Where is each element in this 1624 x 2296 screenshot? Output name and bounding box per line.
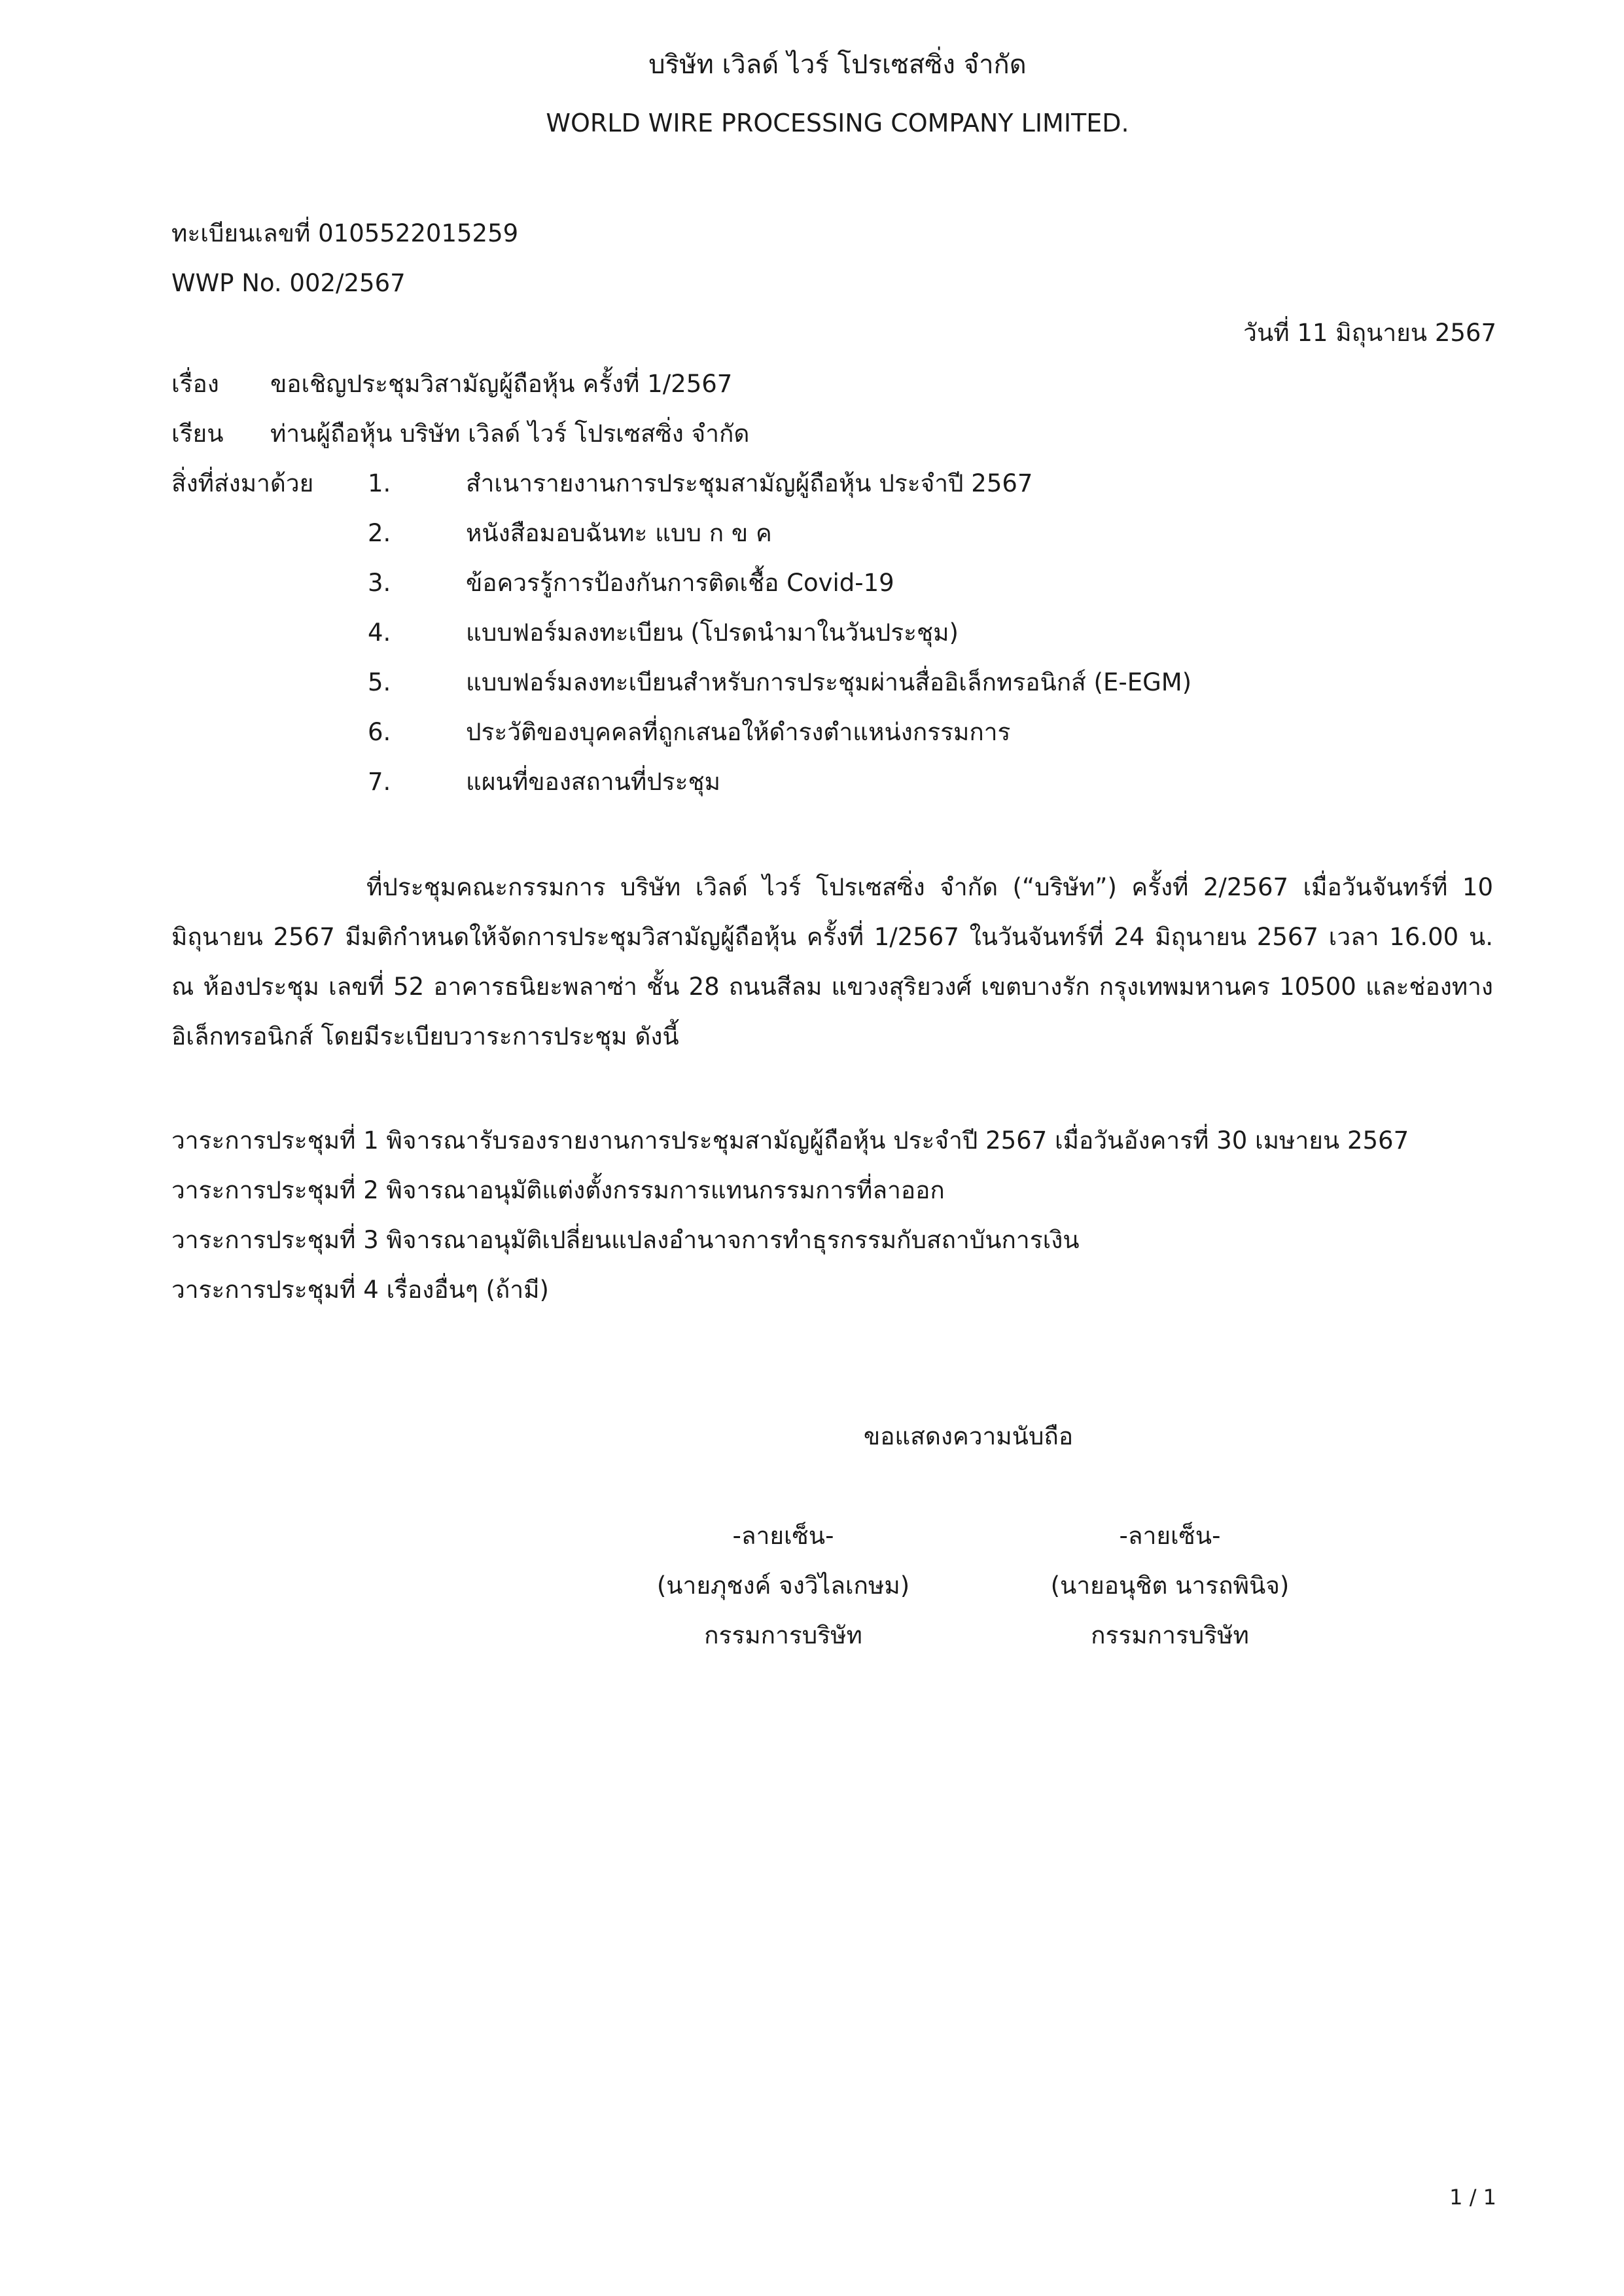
signatory-name: (นายอนุชิต นารถพินิจ) xyxy=(1050,1571,1290,1600)
enclosure-item: แบบฟอร์มลงทะเบียน (โปรดนำมาในวันประชุม) xyxy=(466,619,959,647)
company-name-thai: บริษัท เวิลด์ ไวร์ โปรเซสซิ่ง จำกัด xyxy=(648,50,1027,80)
agenda-item: วาระการประชุมที่ 2 พิจารณาอนุมัติแต่งตั้งกรรมการแทนกรรมการที่ลาออก xyxy=(171,1176,945,1204)
body-paragraph xyxy=(171,863,1493,1062)
enclosure-number: 7. xyxy=(368,768,391,796)
agenda-item: วาระการประชุมที่ 3 พิจารณาอนุมัติเปลี่ยนแปลงอำนาจการทำธุรกรรมกับสถาบันการเงิน xyxy=(171,1226,1080,1254)
signature-marker: -ลายเซ็น- xyxy=(1119,1522,1221,1550)
agenda-item: วาระการประชุมที่ 4 เรื่องอื่นๆ (ถ้ามี) xyxy=(171,1276,549,1304)
company-name-english: WORLD WIRE PROCESSING COMPANY LIMITED. xyxy=(546,109,1129,137)
document-number: WWP No. 002/2567 xyxy=(171,269,406,297)
signature-marker: -ลายเซ็น- xyxy=(732,1522,834,1550)
signatory-title: กรรมการบริษัท xyxy=(704,1621,862,1649)
signatory-name: (นายภุชงค์ จงวิไลเกษม) xyxy=(656,1571,910,1600)
enclosure-number: 1. xyxy=(368,469,391,497)
enclosure-number: 6. xyxy=(368,718,391,746)
recipient-label: เรียน xyxy=(171,420,224,448)
enclosure-item: ข้อควรรู้การป้องกันการติดเชื้อ Covid-19 xyxy=(466,569,894,597)
body-paragraph-text: ที่ประชุมคณะกรรมการ บริษัท เวิลด์ ไวร์ โปรเซสซิ่ง จำกัด (“บริษัท”) ครั้งที่ 2/2567 เมื่อวันจันทร์ที่ 10 มิถุนายน 2567 มีมติกำหนดให้จัดการประชุมวิสามัญผู้ถือหุ้น ครั้งที่ 1/2567 ในวันจันทร์ที่ 24 มิถุนายน 2567 เวลา 16.00 น. ณ ห้องประชุม เลขที่ 52 อาคารธนิยะพลาซ่า ชั้น 28 ถนนสีลม แขวงสุริยวงศ์ เขตบางรัก กรุงเทพมหานคร 10500 และช่องทางอิเล็กทรอนิกส์ โดยมีระเบียบวาระการประชุม ดังนี้ xyxy=(171,873,1493,1050)
agenda-item: วาระการประชุมที่ 1 พิจารณารับรองรายงานการประชุมสามัญผู้ถือหุ้น ประจำปี 2567 เมื่อวันอังคารที่ 30 เมษายน 2567 xyxy=(171,1126,1409,1155)
enclosure-number: 4. xyxy=(368,619,391,647)
signatory-title: กรรมการบริษัท xyxy=(1091,1621,1249,1649)
closing-salutation: ขอแสดงความนับถือ xyxy=(863,1422,1074,1450)
recipient-text: ท่านผู้ถือหุ้น บริษัท เวิลด์ ไวร์ โปรเซสซิ่ง จำกัด xyxy=(270,420,750,448)
enclosure-item: สำเนารายงานการประชุมสามัญผู้ถือหุ้น ประจำปี 2567 xyxy=(466,469,1033,497)
enclosure-item: ประวัติของบุคคลที่ถูกเสนอให้ดำรงตำแหน่งกรรมการ xyxy=(466,718,1011,746)
letter-date: วันที่ 11 มิถุนายน 2567 xyxy=(1243,319,1496,347)
enclosure-item: แบบฟอร์มลงทะเบียนสำหรับการประชุมผ่านสื่ออิเล็กทรอนิกส์ (E-EGM) xyxy=(466,668,1192,696)
enclosures-label: สิ่งที่ส่งมาด้วย xyxy=(171,469,314,497)
enclosure-item: หนังสือมอบฉันทะ แบบ ก ข ค xyxy=(466,519,772,547)
enclosure-number: 5. xyxy=(368,668,391,696)
registration-number: ทะเบียนเลขที่ 0105522015259 xyxy=(171,219,519,247)
subject-text: ขอเชิญประชุมวิสามัญผู้ถือหุ้น ครั้งที่ 1/2567 xyxy=(270,370,733,398)
enclosure-number: 2. xyxy=(368,519,391,547)
page-number: 1 / 1 xyxy=(1449,2185,1496,2210)
enclosure-number: 3. xyxy=(368,569,391,597)
enclosure-item: แผนที่ของสถานที่ประชุม xyxy=(466,768,720,796)
subject-label: เรื่อง xyxy=(171,370,219,398)
